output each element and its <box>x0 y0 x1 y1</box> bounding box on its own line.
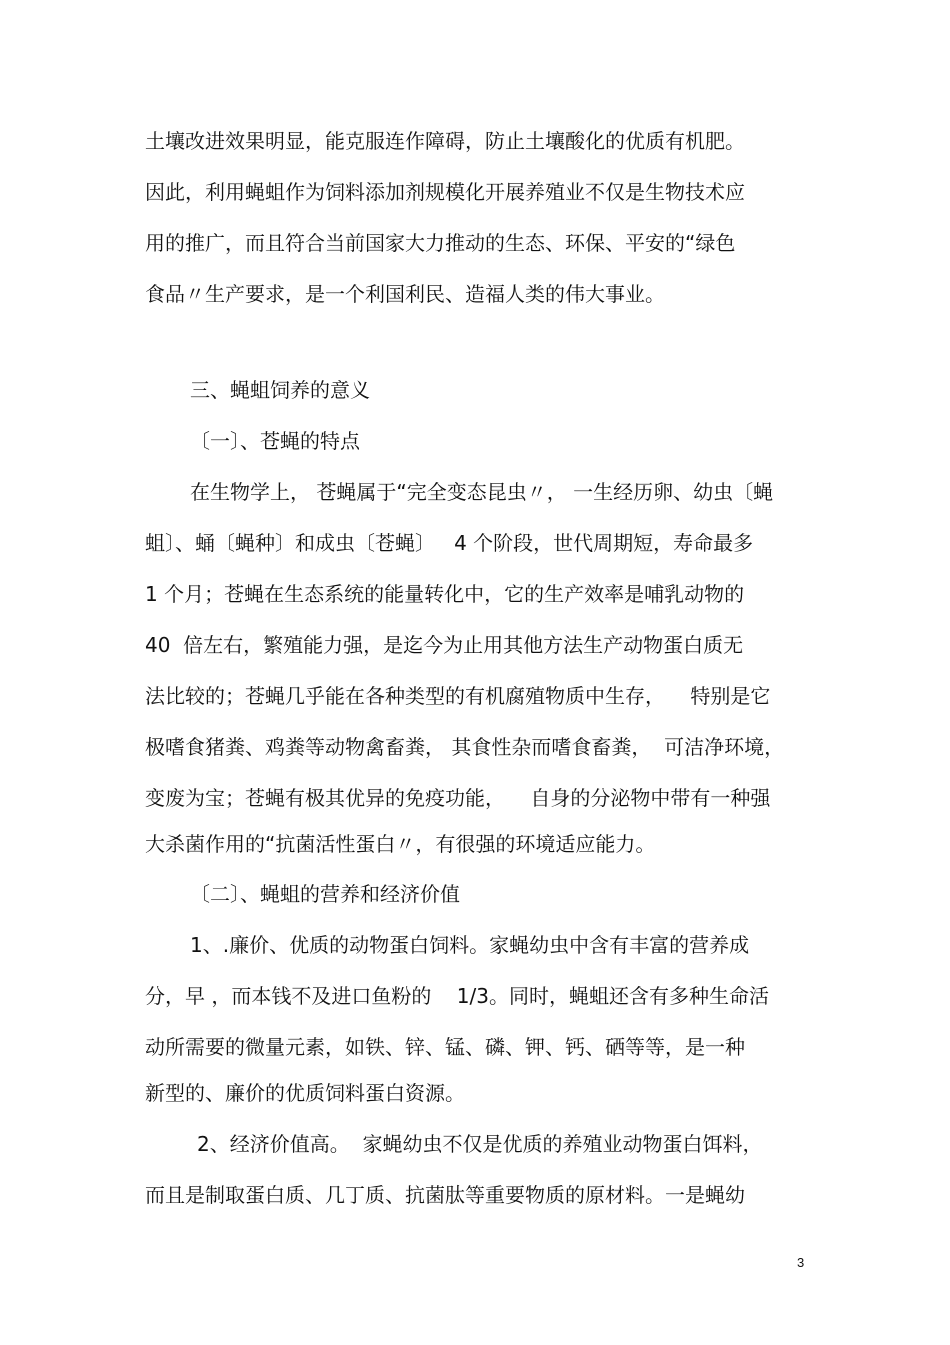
page-number: 3 <box>797 1255 805 1270</box>
text-line: 而且是制取蛋白质、几丁质、抗菌肽等重要物质的原材料。一是蝇幼 <box>145 1183 745 1207</box>
text-line: 用的推广，而且符合当前国家大力推动的生态、环保、平安的“绿色 <box>145 231 736 255</box>
section-heading: 三、蝇蛆饲养的意义 <box>190 378 370 402</box>
text-line: 大杀菌作用的“抗菌活性蛋白〃，有很强的环境适应能力。 <box>145 832 656 856</box>
text-line: 1 个月；苍蝇在生态系统的能量转化中，它的生产效率是哺乳动物的 <box>145 582 745 606</box>
text-line: 2、经济价值高。 家蝇幼虫不仅是优质的养殖业动物蛋白饵料， <box>197 1132 763 1156</box>
text-line: 蛆〕、蛹〔蝇种〕和成虫〔苍蝇〕 4 个阶段，世代周期短，寿命最多 <box>145 531 754 555</box>
text-line: 40 倍左右，繁殖能力强，是迄今为止用其他方法生产动物蛋白质无 <box>145 633 744 657</box>
text-line: 动所需要的微量元素，如铁、锌、锰、磷、钾、钙、硒等等，是一种 <box>145 1035 745 1059</box>
text-line: 新型的、廉价的优质饲料蛋白资源。 <box>145 1081 465 1105</box>
text-line: 在生物学上， 苍蝇属于“完全变态昆虫〃， 一生经历卵、幼虫〔蝇 <box>190 480 774 504</box>
subsection-heading: 〔一〕、苍蝇的特点 <box>190 429 360 453</box>
text-line: 分，早 ，而本钱不及进口鱼粉的 1/3。同时，蝇蛆还含有多种生命活 <box>145 984 769 1008</box>
text-line: 食品〃生产要求，是一个利国利民、造福人类的伟大事业。 <box>145 282 665 306</box>
text-line: 极嗜食猪粪、鸡粪等动物禽畜粪， 其食性杂而嗜食畜粪， 可洁净环境， <box>145 735 785 759</box>
text-line: 1、.廉价、优质的动物蛋白饲料。家蝇幼虫中含有丰富的营养成 <box>190 933 750 957</box>
text-line: 因此，利用蝇蛆作为饲料添加剂规模化开展养殖业不仅是生物技术应 <box>145 180 745 204</box>
text-line: 法比较的；苍蝇几乎能在各种类型的有机腐殖物质中生存， 特别是它 <box>145 684 771 708</box>
text-line: 土壤改进效果明显，能克服连作障碍，防止土壤酸化的优质有机肥。 <box>145 129 745 153</box>
subsection-heading: 〔二〕、蝇蛆的营养和经济价值 <box>190 882 460 906</box>
text-line: 变废为宝；苍蝇有极其优异的免疫功能， 自身的分泌物中带有一种强 <box>145 786 771 810</box>
